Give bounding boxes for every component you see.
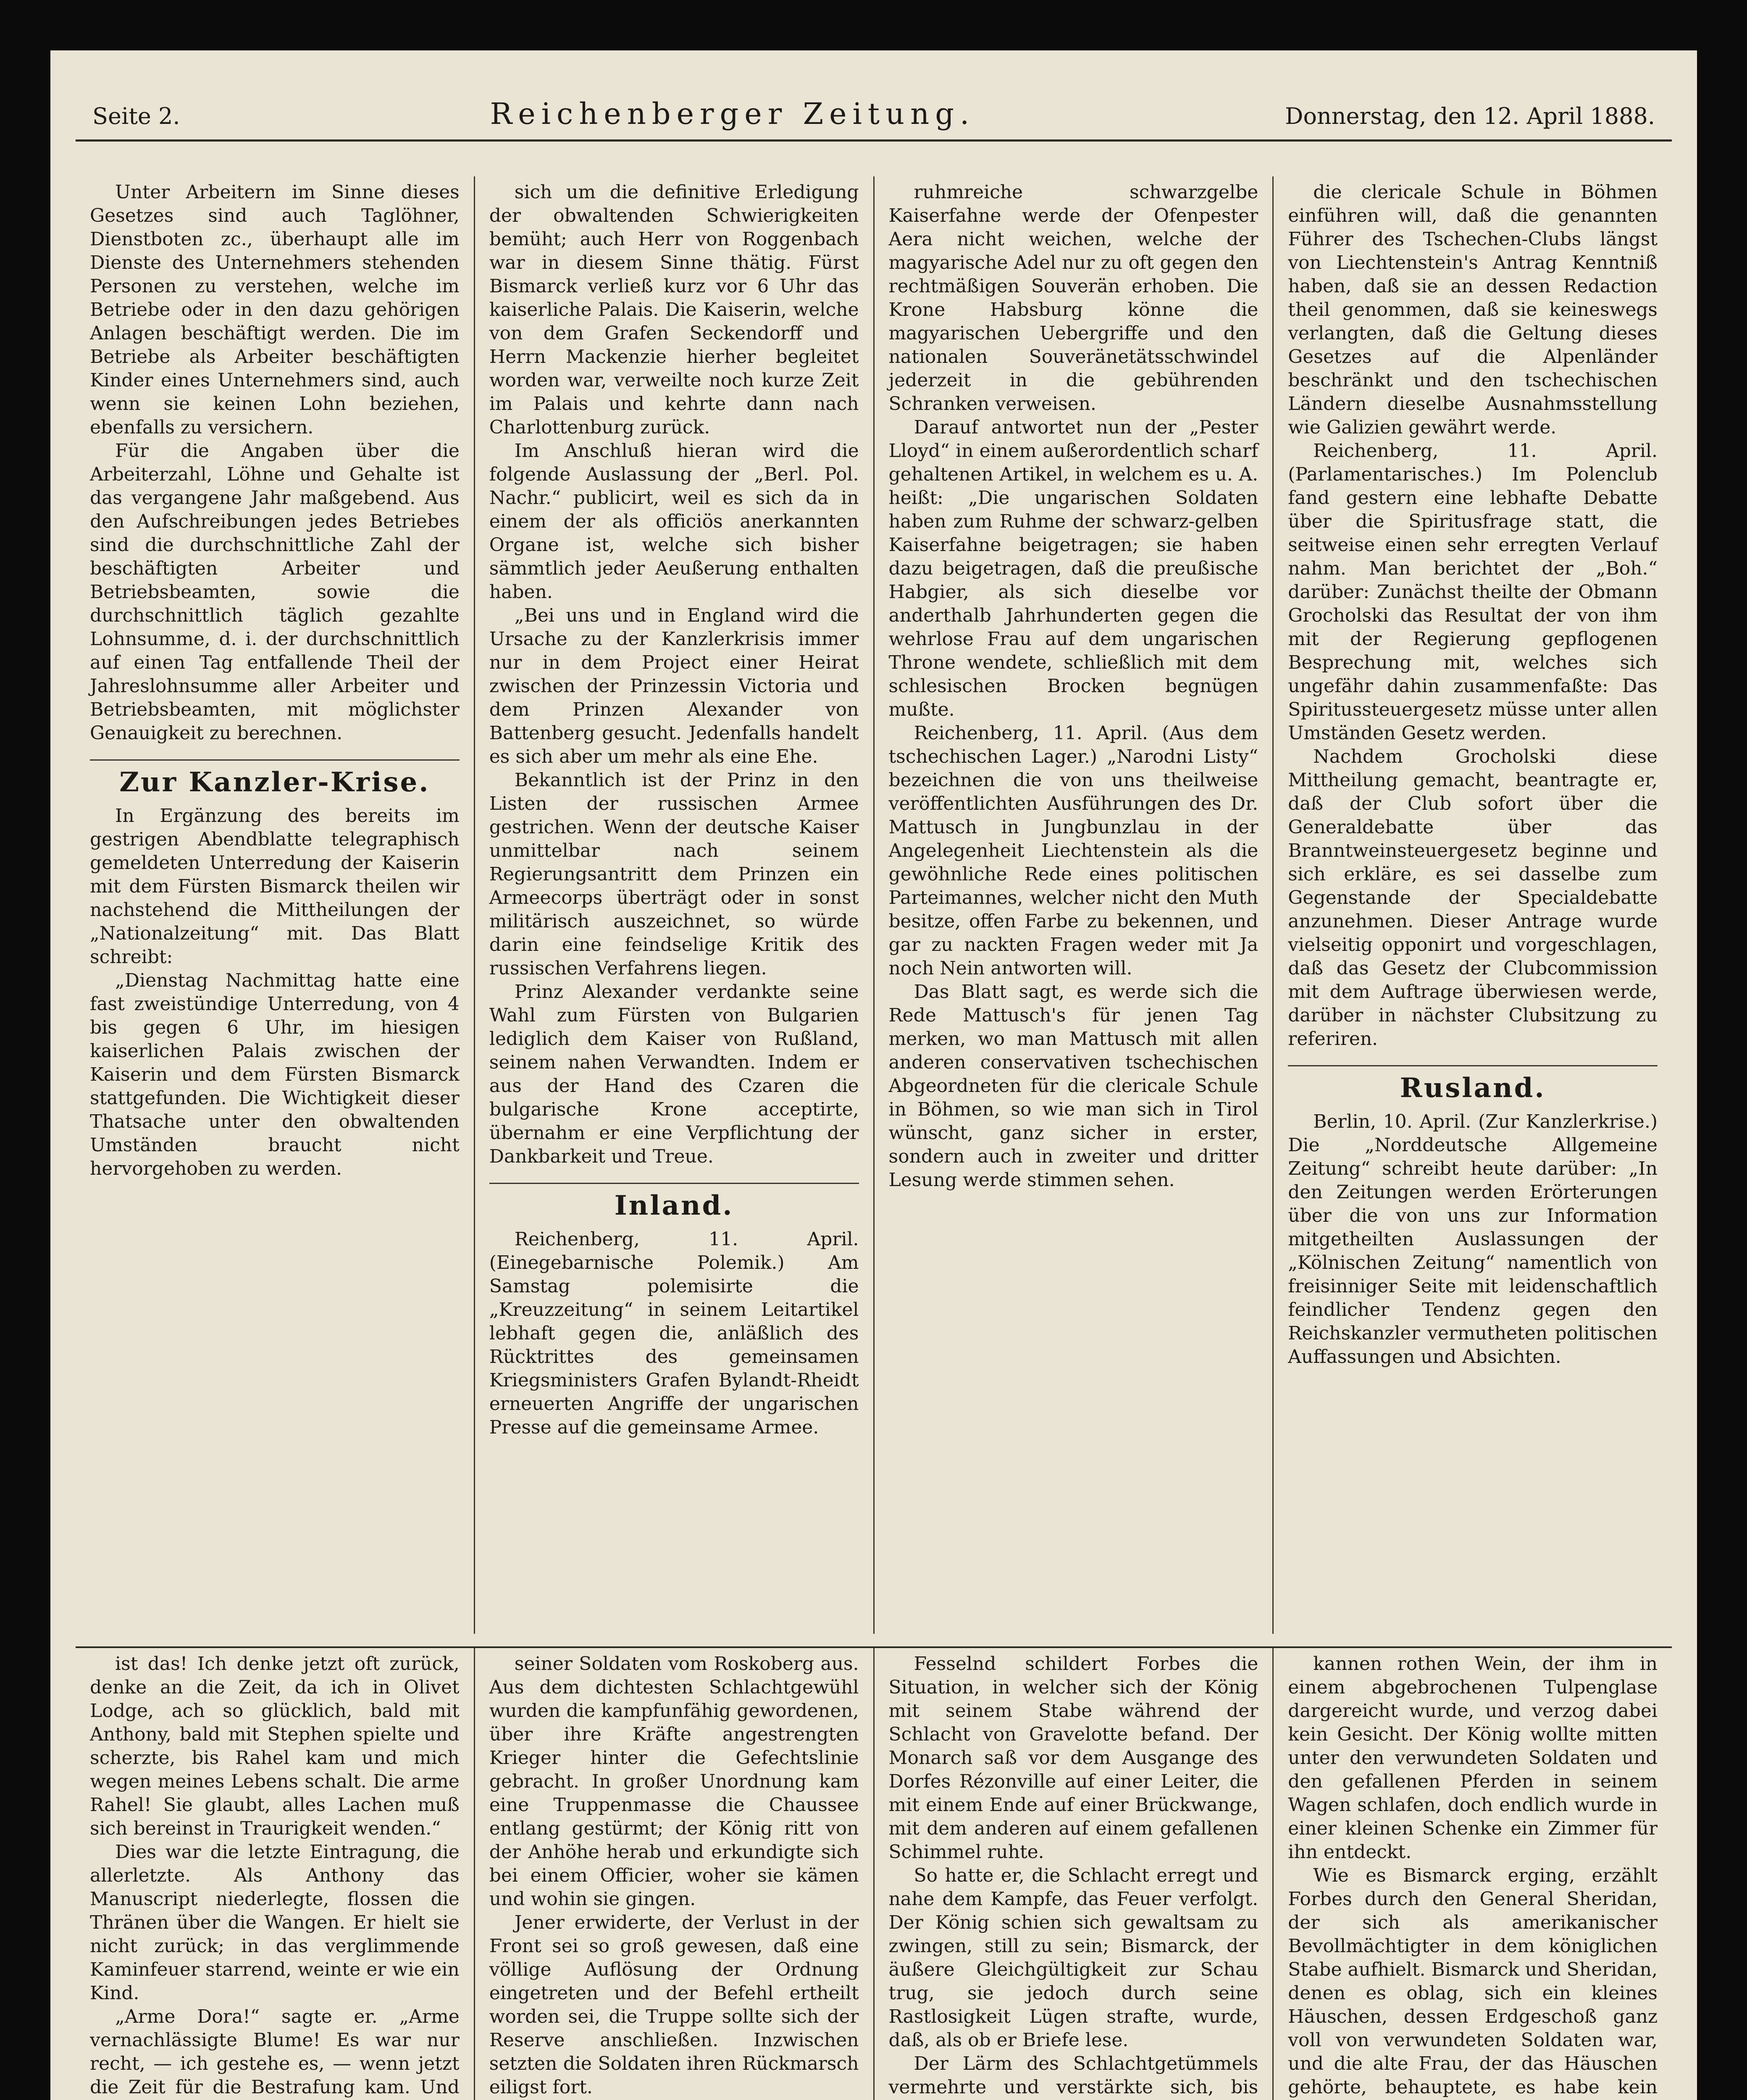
article-paragraph: Reichenberg, 11. April. (Einegebarnische Polemik.) Am Samstag polemisirte die „Kreuzzeitung“ in seinem Leitartikel lebhaft gegen die, anläßlich des Rücktrittes des gemeinsamen Kriegsministers Grafen Bylandt-Rheidt erneuerten Angriffe der ungarischen Presse auf die gemeinsame Armee. — [489, 1228, 859, 1438]
page-number: Seite 2. — [92, 103, 180, 129]
article-paragraph: sich um die definitive Erledigung der obwaltenden Schwierigkeiten bemüht; auch Herr von Roggenbach war in diesem Sinne thätig. Fürst Bismarck verließ kurz vor 6 Uhr das kaiserliche Palais. Die Kaiserin, welche von dem Grafen Seckendorff und Herrn Mackenzie hierher begleitet worden war, verweilte noch kurze Zeit im Palais und kehrte dann nach Charlottenburg zurück. — [489, 181, 859, 438]
section-heading: Zur Kanzler-Krise. — [90, 759, 460, 794]
article-paragraph: die clericale Schule in Böhmen einführen will, daß die genannten Führer des Tschechen-Clubs längst von Liechtenstein's Antrag Kenntniß haben, daß sie an dessen Redaction theil genommen, daß sie keineswegs verlangten, daß die Geltung dieses Gesetzes auf die Alpenländer beschränkt und den tschechischen Ländern dieselbe Ausnahmsstellung wie Galizien gewährt werde. — [1288, 181, 1658, 438]
article-paragraph: Fesselnd schildert Forbes die Situation, in welcher sich der König mit seinem Stabe während der Schlacht von Gravelotte befand. Der Monarch saß vor dem Ausgange des Dorfes Rézonville auf einer Leiter, die mit einem Ende auf einer Brückwange, mit dem anderen auf einem gefallenen Schimmel ruhte. — [888, 1653, 1258, 1863]
column-2 — [474, 176, 873, 1634]
feuilleton-section — [76, 1646, 1672, 2100]
newspaper-title: Reichenberger Zeitung. — [490, 97, 975, 131]
column-4 — [1272, 176, 1672, 1634]
feuilleton-column-2 — [474, 1648, 873, 2100]
article-paragraph: „Bei uns und in England wird die Ursache zu der Kanzlerkrisis immer nur in dem Project einer Heirat zwischen der Prinzessin Victoria und dem Prinzen Alexander von Battenberg gesucht. Jedenfalls handelt es sich aber um mehr als eine Ehe. — [489, 605, 859, 767]
article-paragraph: ruhmreiche schwarzgelbe Kaiserfahne werde der Ofenpester Aera nicht weichen, welche der magyarische Adel nur zu oft gegen den rechtmäßigen Souverän erhoben. Die Krone Habsburg könne die magyarischen Uebergriffe und den nationalen Souveränetätsschwindel jederzeit in die gebührenden Schranken verweisen. — [888, 181, 1258, 415]
article-paragraph: In Ergänzung des bereits im gestrigen Abendblatte telegraphisch gemeldeten Unterredung der Kaiserin mit dem Fürsten Bismarck theilen wir nachstehend die Mittheilungen der „Nationalzeitung“ mit. Das Blatt schreibt: — [90, 805, 460, 968]
article-paragraph: Das Blatt sagt, es werde sich die Rede Mattusch's für jenen Tag merken, wo man Mattusch mit allen anderen conservativen tschechischen Abgeordneten für die clericale Schule in Böhmen, so wie man sich in Tirol wünscht, ganz sicher in erster, sondern auch in zweiter und dritter Lesung werde stimmen sehen. — [888, 981, 1258, 1191]
article-paragraph: Für die Angaben über die Arbeiterzahl, Löhne und Gehalte ist das vergangene Jahr maßgebend. Aus den Aufschreibungen jedes Betriebes sind die durchschnittliche Zahl der beschäftigten Arbeiter und Betriebsbeamten, sowie die durchschnittlich täglich gezahlte Lohnsumme, d. i. der durchschnittlich auf einen Tag entfallende Theil der Jahreslohnsumme aller Arbeiter und Betriebsbeamten, mit möglichster Genauigkeit zu berechnen. — [90, 440, 460, 744]
article-paragraph: Berlin, 10. April. (Zur Kanzlerkrise.) Die „Norddeutsche Allgemeine Zeitung“ schreibt heute darüber: „In den Zeitungen werden Erörterungen über die von uns zur Information mitgetheilten Auslassungen der „Kölnischen Zeitung“ namentlich von freisinniger Seite mit leidenschaftlich feindlicher Tendenz gegen den Reichskanzler vermutheten politischen Auffassungen und Absichten. — [1288, 1111, 1658, 1368]
article-paragraph: Dies war die letzte Eintragung, die allerletzte. Als Anthony das Manuscript niederlegte, flossen die Thränen über die Wangen. Er hielt sie nicht zurück; in das verglimmende Kaminfeuer starrend, weinte er wie ein Kind. — [90, 1841, 460, 2004]
article-paragraph: Prinz Alexander verdankte seine Wahl zum Fürsten von Bulgarien lediglich dem Kaiser von Rußland, seinem nahen Verwandten. Indem er aus der Hand des Czaren die bulgarische Krone acceptirte, übernahm er eine Verpflichtung der Dankbarkeit und Treue. — [489, 981, 859, 1167]
newspaper-page — [50, 50, 1697, 2100]
article-paragraph: Jener erwiderte, der Verlust in der Front sei so groß gewesen, daß eine völlige Auflösung der Ordnung eingetreten und der Befehl ertheilt worden sei, die Truppe sollte sich der Reserve anschließen. Inzwischen setzten die Soldaten ihren Rückmarsch eiligst fort. — [489, 1912, 859, 2098]
article-paragraph: „Arme Dora!“ sagte er. „Arme vernachlässigte Blume! Es war nur recht, — ich gestehe es, — wenn jetzt die Zeit für die Bestrafung kam. Und — [90, 2006, 460, 2098]
article-paragraph: Bekanntlich ist der Prinz in den Listen der russischen Armee gestrichen. Wenn der deutsche Kaiser unmittelbar nach seinem Regierungsantritt dem Prinzen ein Armeecorps überträgt oder in sonst militärisch auszeichnet, so würde darin eine feindselige Kritik des russischen Verfahrens liegen. — [489, 769, 859, 979]
feuilleton-column-4 — [1272, 1648, 1672, 2100]
article-paragraph: kannen rothen Wein, der ihm in einem abgebrochenen Tulpenglase dargereicht wurde, und verzog dabei kein Gesicht. Der König wollte mitten unter den verwundeten Soldaten und den gefallenen Pferden in seinem Wagen schlafen, doch endlich wurde in einer kleinen Schenke ein Zimmer für ihn entdeckt. — [1288, 1653, 1658, 1863]
article-paragraph: Der Lärm des Schlachtgetümmels vermehrte und verstärkte sich, bis — [888, 2053, 1258, 2098]
article-paragraph: Darauf antwortet nun der „Pester Lloyd“ in einem außerordentlich scharf gehaltenen Artikel, in welchem es u. A. heißt: „Die ungarischen Soldaten haben zum Ruhme der schwarz-gelben Kaiserfahne beigetragen; sie haben dazu beigetragen, daß die preußische Habgier, als sich dieselbe vor anderthalb Jahrhunderten gegen die wehrlose Frau auf dem ungarischen Throne wendete, schließlich mit dem schlesischen Brocken begnügen mußte. — [888, 417, 1258, 720]
column-1 — [76, 176, 474, 1634]
article-paragraph: „Dienstag Nachmittag hatte eine fast zweistündige Unterredung, von 4 bis gegen 6 Uhr, im hiesigen kaiserlichen Palais zwischen der Kaiserin und dem Fürsten Bismarck stattgefunden. Die Wichtigkeit dieser Thatsache unter den obwaltenden Umständen braucht nicht hervorgehoben zu werden. — [90, 970, 460, 1179]
article-paragraph: Wie es Bismarck erging, erzählt Forbes durch den General Sheridan, der sich als amerikanischer Bevollmächtigter in dem königlichen Stabe aufhielt. Bismarck und Sheridan, denen es oblag, sich ein kleines Häuschen, dessen Erdgeschoß ganz voll von verwundeten Soldaten war, und die alte Frau, der das Häuschen gehörte, behauptete, es habe kein — [1288, 1865, 1658, 2098]
issue-date: Donnerstag, den 12. April 1888. — [1285, 103, 1655, 129]
feuilleton-column-3 — [873, 1648, 1273, 2100]
column-3 — [873, 176, 1273, 1634]
article-paragraph: So hatte er, die Schlacht erregt und nahe dem Kampfe, das Feuer verfolgt. Der König schien sich gewaltsam zu zwingen, still zu sein; Bismarck, der äußere Gleichgültigkeit zur Schau trug, sie jedoch durch seine Rastlosigkeit Lügen strafte, wurde, daß, als ob er Briefe lese. — [888, 1865, 1258, 2051]
section-heading: Inland. — [489, 1183, 859, 1218]
article-paragraph: Unter Arbeitern im Sinne dieses Gesetzes sind auch Taglöhner, Dienstboten zc., überhaupt alle im Dienste des Unternehmers stehenden Personen zu verstehen, welche im Betriebe oder in den dazu gehörigen Anlagen beschäftigt werden. Die im Betriebe als Arbeiter beschäftigten Kinder eines Unternehmers sind, auch wenn sie keinen Lohn beziehen, ebenfalls zu versichern. — [90, 181, 460, 438]
article-paragraph: Reichenberg, 11. April. (Aus dem tschechischen Lager.) „Narodni Listy“ bezeichnen die von uns theilweise veröffentlichten Ausführungen des Dr. Mattusch in Jungbunzlau in der Angelegenheit Liechtenstein als die gewöhnliche Rede eines politischen Parteimannes, welcher nicht den Muth besitze, offen Farbe zu bekennen, und gar zu nackten Fragen weder mit Ja noch Nein antworten will. — [888, 722, 1258, 979]
article-paragraph: Im Anschluß hieran wird die folgende Auslassung der „Berl. Pol. Nachr.“ publicirt, weil es sich da in einem der als officiös anerkannten Organe ist, welche sich bisher sämmtlich jeder Aeußerung enthalten haben. — [489, 440, 859, 603]
article-paragraph: seiner Soldaten vom Roskoberg aus. Aus dem dichtesten Schlachtgewühl wurden die kampfunfähig gewordenen, über ihre Kräfte angestrengten Krieger hinter die Gefechtslinie gebracht. In großer Unordnung kam eine Truppenmasse die Chaussee entlang gestürmt; der König ritt von der Anhöhe herab und erkundigte sich bei einem Officier, woher sie kämen und wohin sie gingen. — [489, 1653, 859, 1910]
article-paragraph: Nachdem Grocholski diese Mittheilung gemacht, beantragte er, daß der Club sofort über die Generaldebatte über das Branntweinsteuergesetz beginne und sich erkläre, es sei dasselbe zum Gegenstande der Specialdebatte anzunehmen. Dieser Antrage wurde vielseitig opponirt und vorgeschlagen, daß das Gesetz der Clubcommission mit dem Auftrage überwiesen werde, darüber in nächster Clubsitzung zu referiren. — [1288, 746, 1658, 1050]
upper-section — [76, 176, 1672, 1634]
article-paragraph: Reichenberg, 11. April. (Parlamentarisches.) Im Polenclub fand gestern eine lebhafte Debatte über die Spiritusfrage statt, die seitweise einen sehr erregten Verlauf nahm. Man berichtet der „Boh.“ darüber: Zunächst theilte der Obmann Grocholski das Resultat der von ihm mit der Regierung gepflogenen Besprechung mit, welches sich ungefähr dahin zusammenfaßte: Das Spiritussteuergesetz müsse unter allen Umständen Gesetz werden. — [1288, 440, 1658, 744]
masthead — [76, 63, 1672, 142]
article-paragraph: ist das! Ich denke jetzt oft zurück, denke an die Zeit, da ich in Olivet Lodge, ach so glücklich, bald mit Anthony, bald mit Stephen spielte und scherzte, bis Rahel kam und mich wegen meines Lebens schalt. Die arme Rahel! Sie glaubt, alles Lachen muß sich bereinst in Traurigkeit wenden.“ — [90, 1653, 460, 1839]
section-heading: Rusland. — [1288, 1065, 1658, 1100]
feuilleton-column-1 — [76, 1648, 474, 2100]
